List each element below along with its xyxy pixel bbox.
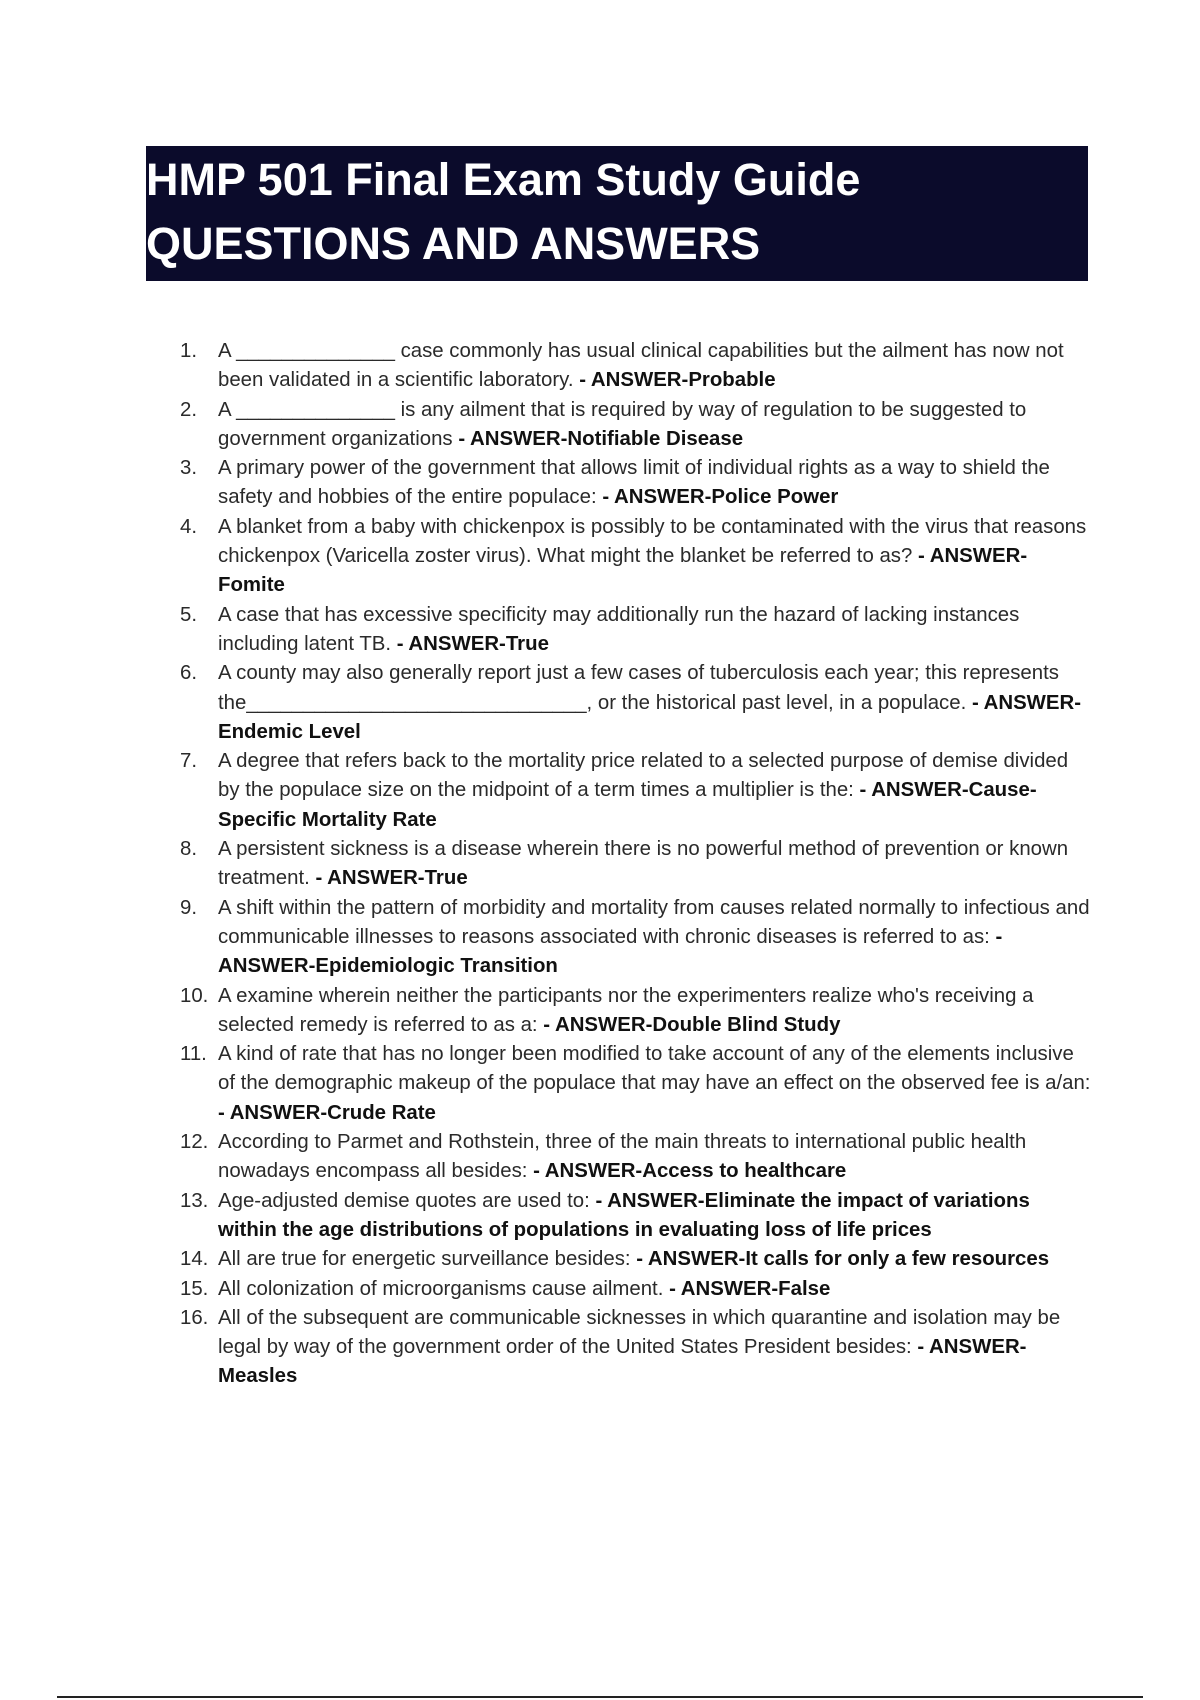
qa-item <box>180 513 1092 601</box>
title-banner <box>146 146 1088 281</box>
qa-item <box>180 894 1092 982</box>
qa-item <box>180 1245 1092 1274</box>
qa-question-text: A ______________ case commonly has usual clinical capabilities but the ailment has now not been validated in a scientific laboratory. <box>218 340 1064 392</box>
qa-item-number: 4. <box>180 515 198 538</box>
qa-item-number: 3. <box>180 457 198 480</box>
qa-answer-text: - ANSWER-Epidemiologic Transition <box>218 925 1003 978</box>
qa-item-number: 12. <box>180 1131 209 1154</box>
qa-item-number: 11. <box>180 1043 207 1066</box>
qa-answer-text: - ANSWER-Cause-Specific Mortality Rate <box>218 779 1037 831</box>
qa-answer-text: - ANSWER-Double Blind Study <box>543 1013 841 1036</box>
qa-answer-text: - ANSWER-Access to healthcare <box>533 1160 847 1183</box>
qa-answer-text: - ANSWER-It calls for only a few resources <box>636 1248 1050 1271</box>
qa-question-text: A ______________ is any ailment that is required by way of regulation to be suggested to government organizations <box>218 398 1027 450</box>
qa-item-number: 15. <box>180 1277 209 1300</box>
qa-question-text: A blanket from a baby with chickenpox is possibly to be contaminated with the virus that reasons chickenpox (Varicella zoster virus). What might the blanket be referred to as? <box>218 515 1087 568</box>
qa-item <box>180 396 1092 455</box>
qa-item-number: 10. <box>180 984 209 1007</box>
qa-question-text: A county may also generally report just a few cases of tuberculosis each year; this represents the______________________________, or the historical past level, in a populace. <box>218 662 1059 714</box>
qa-answer-text: - ANSWER-Fomite <box>218 545 1028 597</box>
qa-item-number: 8. <box>180 838 198 861</box>
qa-answer-text: - ANSWER-Measles <box>218 1336 1027 1388</box>
qa-answer-text: - ANSWER-Eliminate the impact of variations within the age distributions of populations in evaluating loss of life prices <box>218 1189 1030 1241</box>
qa-question-text: A examine wherein neither the participants nor the experimenters realize who's receiving a selected remedy is referred to as a: <box>218 984 1034 1036</box>
qa-item <box>180 454 1092 513</box>
qa-question-text: Age-adjusted demise quotes are used to: <box>218 1189 590 1212</box>
qa-item <box>180 601 1092 660</box>
qa-item <box>180 659 1092 747</box>
qa-item <box>180 1304 1092 1392</box>
question-answer-list <box>180 337 1092 1392</box>
qa-answer-text: - ANSWER-Probable <box>579 369 776 392</box>
qa-answer-text: - ANSWER-Endemic Level <box>218 691 1082 743</box>
qa-item-number: 6. <box>180 662 198 685</box>
qa-question-text: All of the subsequent are communicable sicknesses in which quarantine and isolation may be legal by way of the government order of the United States President besides: <box>218 1306 1061 1359</box>
qa-item-number: 13. <box>180 1189 209 1212</box>
qa-item <box>180 1187 1092 1246</box>
qa-question-text: A degree that refers back to the mortality price related to a selected purpose of demise divided by the populace size on the midpoint of a term times a multiplier is the: <box>218 750 1069 802</box>
qa-answer-text: - ANSWER-Notifiable Disease <box>458 427 744 450</box>
qa-question-text: According to Parmet and Rothstein, three of the main threats to international public health nowadays encompass all besides: <box>218 1131 1027 1183</box>
qa-item <box>180 982 1092 1041</box>
qa-question-text: All colonization of microorganisms cause ailment. <box>218 1277 664 1300</box>
qa-item-number: 5. <box>180 603 198 626</box>
qa-item <box>180 1128 1092 1187</box>
document-title-line-2: QUESTIONS AND ANSWERS <box>146 218 761 269</box>
qa-item <box>180 1275 1092 1304</box>
qa-question-text: A persistent sickness is a disease wherein there is no powerful method of prevention or known treatment. <box>218 838 1069 890</box>
qa-answer-text: - ANSWER-False <box>669 1277 831 1300</box>
qa-item <box>180 747 1092 835</box>
qa-item-number: 1. <box>180 340 198 362</box>
qa-question-text: A kind of rate that has no longer been modified to take account of any of the elements inclusive of the demographic makeup of the populace that may have an effect on the observed fee is a/an: <box>218 1043 1091 1095</box>
qa-question-text: A shift within the pattern of morbidity and mortality from causes related normally to infectious and communicable illnesses to reasons associated with chronic diseases is referred to as: <box>218 896 1090 948</box>
qa-item-number: 2. <box>180 398 198 421</box>
document-title-line-1: HMP 501 Final Exam Study Guide <box>146 154 861 205</box>
qa-item-number: 16. <box>180 1306 209 1329</box>
qa-item <box>180 1040 1092 1128</box>
qa-question-text: A case that has excessive specificity may additionally run the hazard of lacking instances including latent TB. <box>218 603 1020 655</box>
qa-answer-text: - ANSWER-True <box>315 867 468 890</box>
qa-item <box>180 337 1092 396</box>
footer-divider <box>57 1696 1143 1698</box>
qa-answer-text: - ANSWER-Crude Rate <box>218 1101 436 1124</box>
qa-answer-text: - ANSWER-Police Power <box>602 486 839 509</box>
qa-question-text: All are true for energetic surveillance besides: <box>218 1248 631 1271</box>
qa-item <box>180 835 1092 894</box>
qa-item-number: 7. <box>180 750 198 773</box>
qa-item-number: 14. <box>180 1248 209 1271</box>
qa-question-text: A primary power of the government that allows limit of individual rights as a way to shield the safety and hobbies of the entire populace: <box>218 457 1050 509</box>
qa-item-number: 9. <box>180 896 198 919</box>
qa-answer-text: - ANSWER-True <box>396 632 549 655</box>
